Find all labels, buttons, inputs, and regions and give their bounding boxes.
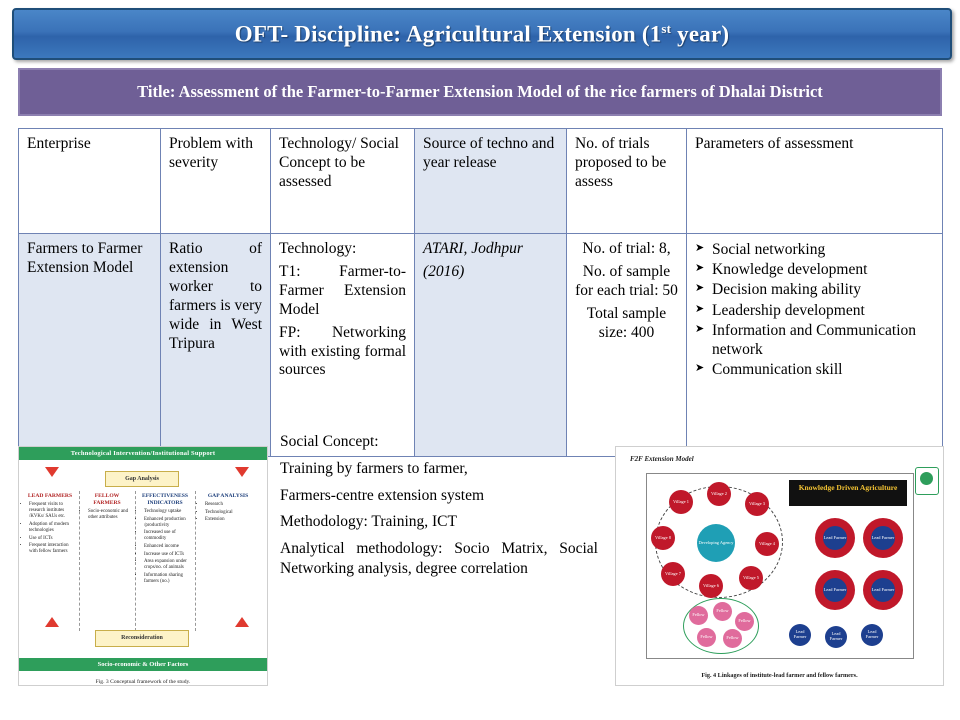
figure3-reconsideration-box: Reconsideration [95,630,189,647]
source-year: (2016) [423,262,465,280]
social-concept-line-3: Methodology: Training, ICT [280,513,457,531]
figure4-caption: Fig. 4 Linkages of institute-lead farmer and fellow farmers. [701,672,858,679]
down-arrow-icon [45,467,59,477]
list-item: • Technology uptake [144,509,192,515]
fellow-farmer-node: Fellow [689,606,708,625]
social-concept-block [280,432,598,586]
fellow-farmer-node: Fellow [735,612,754,631]
list-item: • Information sharing farmers (no.) [144,573,192,585]
page-title [235,21,730,48]
source-name: ATARI, Jodhpur [423,240,523,257]
up-arrow-icon [235,617,249,627]
village-node: Village 1 [669,490,693,514]
figure4-frame [646,473,914,659]
figure3-column-heading: GAP ANALYSIS [207,493,249,499]
list-item: ➤ Information and Communication network [695,321,934,359]
figure3-column-items [23,502,77,556]
developing-agency-node: Developing Agency [697,524,735,562]
table-row [19,234,943,457]
figure-conceptual-framework-image [18,446,268,686]
figure3-column-items [199,502,257,523]
page-title-suffix: year) [671,21,730,47]
cell-trials [567,234,687,457]
figure3-top-banner: Technological Intervention/Institutional Support [19,447,267,460]
figure4-banner: Knowledge Driven Agriculture [789,480,907,506]
list-item: • Socio-economic and other attributes [88,509,132,521]
list-item: • Enhanced production /productivity [144,517,192,529]
study-title-text: Title: Assessment of the Farmer-to-Farmer Extension Model of the rice farmers of Dhalai District [137,82,823,102]
technology-t1: T1: Farmer-to-Farmer Extension Model [279,262,406,318]
social-concept-line-4: Analytical methodology: Socio Matrix, Social Networking analysis, degree correlation [280,540,598,578]
village-node: Village 8 [651,526,675,550]
social-concept-line-2: Farmers-centre extension system [280,486,485,504]
figure3-column-fellow-farmers [82,493,132,523]
cell-parameters [687,234,943,457]
figure3-column-items [82,509,132,521]
village-node: Village 2 [707,482,731,506]
lead-farmer-node: Lead Farmer [871,578,895,602]
fellow-farmer-node: Fellow [723,629,742,648]
cell-source [415,234,567,457]
down-arrow-icon [235,467,249,477]
lead-farmer-node: Lead Farmer [861,624,883,646]
figure3-bottom-banner: Socio-economic & Other Factors [19,658,267,671]
trials-sample-each: No. of sample for each trial: 50 [575,262,678,299]
lead-farmer-node: Lead Farmer [823,578,847,602]
column-header-source: Source of techno and year release [415,129,567,234]
fellow-farmer-node: Fellow [713,602,732,621]
figure4-title: F2F Extension Model [630,455,694,463]
figure3-column-lead-farmers [23,493,77,557]
list-item: • Increase use of ICTs [144,552,192,558]
figure3-gap-analysis-box: Gap Analysis [105,471,179,487]
column-header-parameters: Parameters of assessment [687,129,943,234]
column-header-technology: Technology/ Social Concept to be assessed [271,129,415,234]
list-item: • Use of ICTs [29,536,77,542]
figure3-column-effectiveness [138,493,192,587]
trials-count: No. of trial: 8, [582,240,671,257]
cell-technology [271,234,415,457]
parameters-list [695,240,934,380]
list-item: ➤ Leadership development [695,301,934,320]
list-item: • Enhanced income [144,544,192,550]
lead-farmer-node: Lead Farmer [789,624,811,646]
lead-farmer-node: Lead Farmer [871,526,895,550]
page-title-superscript: st [661,20,672,36]
figure3-caption: Fig. 3 Conceptual framework of the study. [95,679,191,685]
list-item: • Adoption of modern technologies [29,522,77,534]
page-title-prefix: OFT- Discipline: Agricultural Extension (1 [234,21,662,47]
figure3-column-items [138,509,192,585]
list-item: • Extension [205,517,257,523]
column-header-enterprise: Enterprise [19,129,161,234]
lower-content-area [18,430,942,690]
trials-total-sample: Total sample size: 400 [586,304,667,341]
list-item: • Increased use of commodity [144,530,192,542]
list-item: ➤ Knowledge development [695,260,934,279]
cell-problem: Ratio of extension worker to farmers is very wide in West Tripura [161,234,271,457]
study-title-bar [18,68,942,116]
cell-enterprise: Farmers to Farmer Extension Model [19,234,161,457]
list-item: • Research [205,502,257,508]
list-item: ➤ Decision making ability [695,280,934,299]
list-item: • Area expansion under crops/no. of animals [144,559,192,571]
figure3-column-heading: FELLOW FARMERS [93,493,121,506]
figure3-column-heading: LEAD FARMERS [27,493,73,499]
list-item: ➤ Social networking [695,240,934,259]
village-node: Village 5 [739,566,763,590]
lead-farmer-node: Lead Farmer [825,626,847,648]
figure3-column-gap-analysis [199,493,257,525]
up-arrow-icon [45,617,59,627]
village-node: Village 6 [699,574,723,598]
column-header-trials: No. of trials proposed to be assess [567,129,687,234]
oft-details-table [18,128,943,457]
technology-fp: FP: Networking with existing formal sources [279,323,406,379]
list-item: • Frequent interaction with fellow farmers [29,543,77,555]
institute-logo-icon [915,467,939,495]
list-item: • Technological [205,510,257,516]
figure3-column-heading: EFFECTIVENESS INDICATORS [141,493,188,506]
technology-label: Technology: [279,240,357,257]
lead-farmer-node: Lead Farmer [823,526,847,550]
list-item: ➤ Communication skill [695,360,934,379]
village-node: Village 4 [755,532,779,556]
village-node: Village 3 [745,492,769,516]
column-header-problem: Problem with severity [161,129,271,234]
header-banner [12,8,952,60]
village-node: Village 7 [661,562,685,586]
fellow-farmer-node: Fellow [697,628,716,647]
social-concept-heading: Social Concept: [280,433,379,450]
table-header-row [19,129,943,234]
list-item: • Frequent visits to research institutes /KVKs/ SAUs etc. [29,502,77,520]
social-concept-line-1: Training by farmers to farmer, [280,459,468,477]
figure-f2f-extension-model-image [615,446,944,686]
